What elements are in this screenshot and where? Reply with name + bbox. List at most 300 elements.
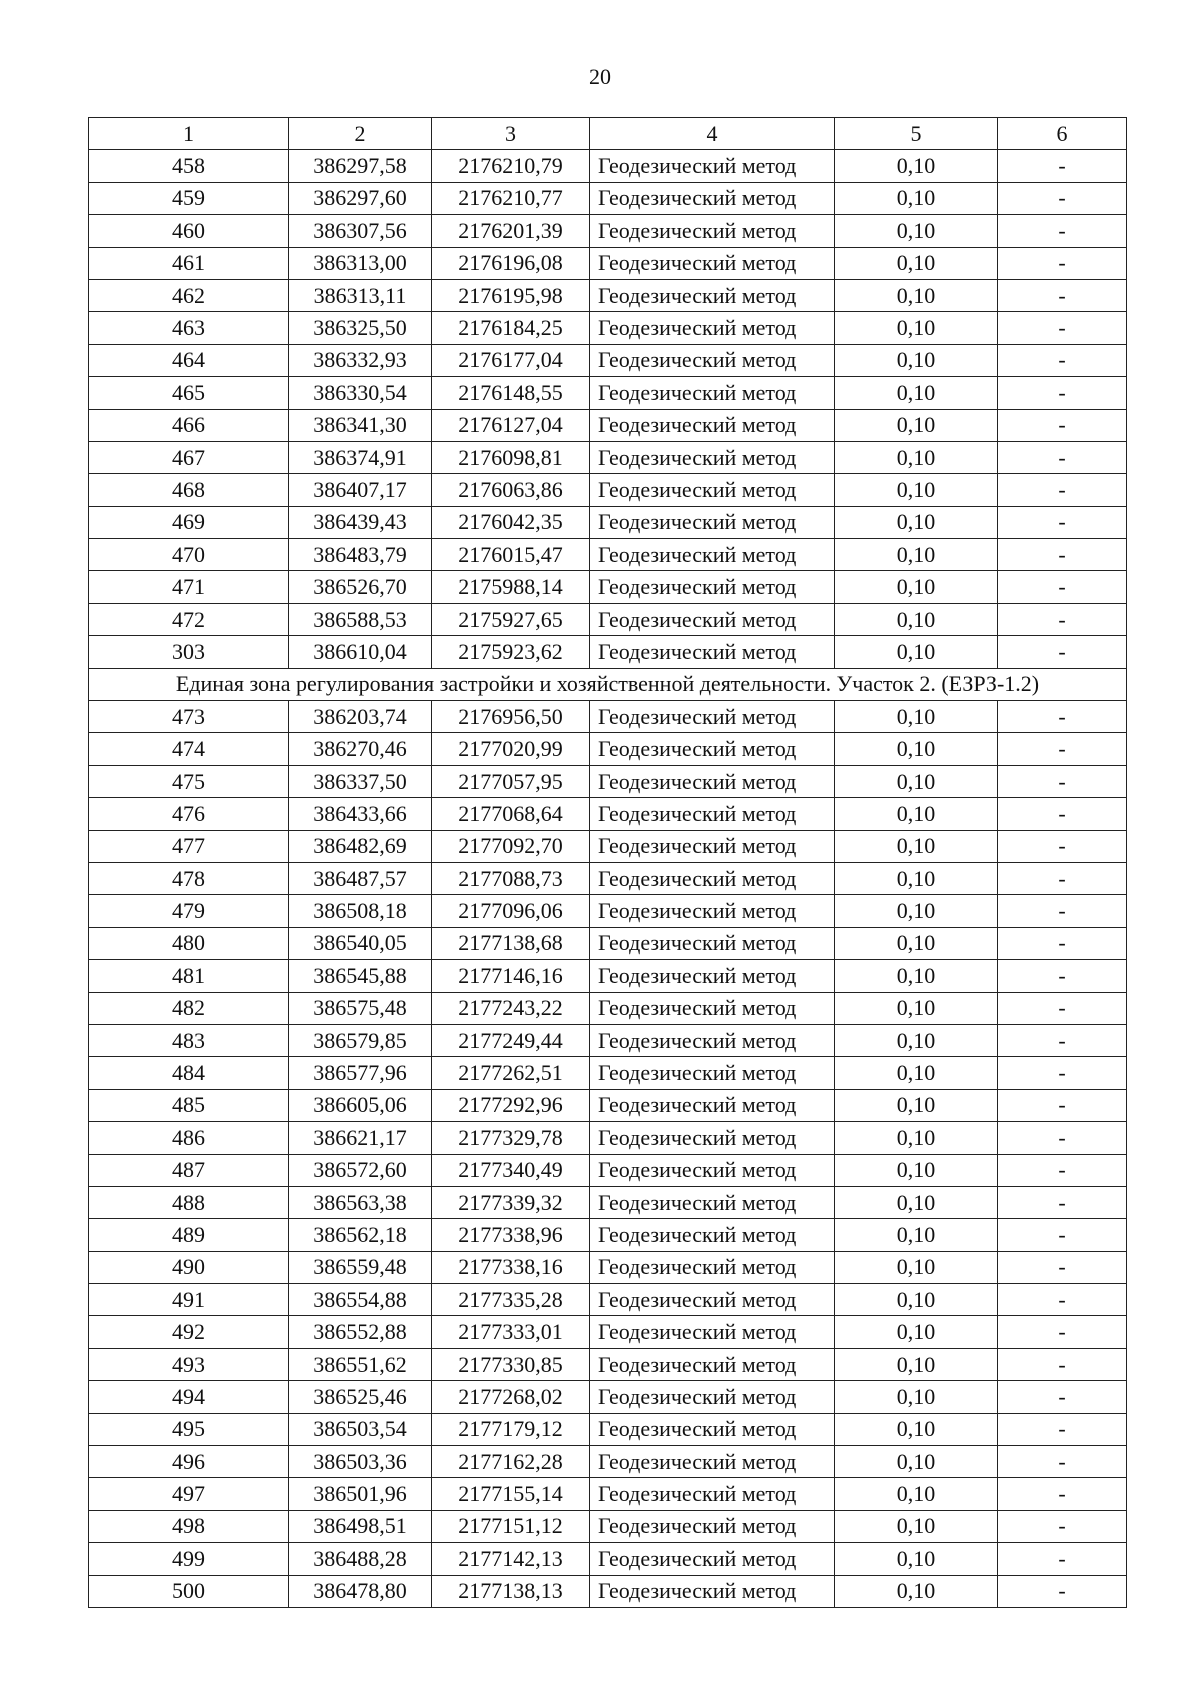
table-row [89,1413,1127,1445]
table-row [89,182,1127,214]
table-row [89,1316,1127,1348]
x-coordinate-cell: 386297,58 [289,150,432,182]
note-cell: - [998,279,1127,311]
table-row [89,1510,1127,1542]
method-cell: Геодезический метод [590,1122,835,1154]
point-number-cell: 483 [89,1024,289,1056]
accuracy-cell: 0,10 [835,830,998,862]
method-cell: Геодезический метод [590,1381,835,1413]
point-number-cell: 477 [89,830,289,862]
y-coordinate-cell: 2177333,01 [432,1316,590,1348]
x-coordinate-cell: 386407,17 [289,474,432,506]
method-cell: Геодезический метод [590,312,835,344]
note-cell: - [998,247,1127,279]
note-cell: - [998,215,1127,247]
x-coordinate-cell: 386332,93 [289,344,432,376]
point-number-cell: 499 [89,1543,289,1575]
table-row [89,1446,1127,1478]
table-row [89,992,1127,1024]
y-coordinate-cell: 2176127,04 [432,409,590,441]
note-cell: - [998,1381,1127,1413]
x-coordinate-cell: 386551,62 [289,1348,432,1380]
x-coordinate-cell: 386588,53 [289,603,432,635]
point-number-cell: 488 [89,1186,289,1218]
note-cell: - [998,733,1127,765]
note-cell: - [998,1251,1127,1283]
table-row [89,279,1127,311]
point-number-cell: 482 [89,992,289,1024]
x-coordinate-cell: 386525,46 [289,1381,432,1413]
y-coordinate-cell: 2177243,22 [432,992,590,1024]
method-cell: Геодезический метод [590,571,835,603]
x-coordinate-cell: 386297,60 [289,182,432,214]
table-row [89,1251,1127,1283]
note-cell: - [998,1446,1127,1478]
accuracy-cell: 0,10 [835,1348,998,1380]
y-coordinate-cell: 2176196,08 [432,247,590,279]
x-coordinate-cell: 386478,80 [289,1575,432,1607]
point-number-cell: 464 [89,344,289,376]
table-row [89,1478,1127,1510]
table-row [89,960,1127,992]
accuracy-cell: 0,10 [835,1478,998,1510]
y-coordinate-cell: 2176063,86 [432,474,590,506]
table-row [89,571,1127,603]
note-cell: - [998,474,1127,506]
table-row [89,636,1127,668]
point-number-cell: 489 [89,1219,289,1251]
accuracy-cell: 0,10 [835,798,998,830]
y-coordinate-cell: 2177138,13 [432,1575,590,1607]
accuracy-cell: 0,10 [835,927,998,959]
note-cell: - [998,1478,1127,1510]
x-coordinate-cell: 386325,50 [289,312,432,344]
point-number-cell: 479 [89,895,289,927]
x-coordinate-cell: 386482,69 [289,830,432,862]
table-row [89,927,1127,959]
table-row [89,312,1127,344]
accuracy-cell: 0,10 [835,1219,998,1251]
header-cell: 6 [998,118,1127,150]
accuracy-cell: 0,10 [835,1510,998,1542]
note-cell: - [998,1219,1127,1251]
point-number-cell: 466 [89,409,289,441]
point-number-cell: 467 [89,441,289,473]
y-coordinate-cell: 2176042,35 [432,506,590,538]
y-coordinate-cell: 2176177,04 [432,344,590,376]
point-number-cell: 469 [89,506,289,538]
y-coordinate-cell: 2177057,95 [432,765,590,797]
note-cell: - [998,1089,1127,1121]
note-cell: - [998,506,1127,538]
point-number-cell: 303 [89,636,289,668]
table-row [89,247,1127,279]
x-coordinate-cell: 386605,06 [289,1089,432,1121]
note-cell: - [998,603,1127,635]
accuracy-cell: 0,10 [835,1089,998,1121]
x-coordinate-cell: 386563,38 [289,1186,432,1218]
note-cell: - [998,1122,1127,1154]
table-row [89,1219,1127,1251]
table-row [89,1057,1127,1089]
y-coordinate-cell: 2177092,70 [432,830,590,862]
accuracy-cell: 0,10 [835,701,998,733]
y-coordinate-cell: 2176210,79 [432,150,590,182]
x-coordinate-cell: 386559,48 [289,1251,432,1283]
x-coordinate-cell: 386562,18 [289,1219,432,1251]
accuracy-cell: 0,10 [835,441,998,473]
y-coordinate-cell: 2176015,47 [432,539,590,571]
point-number-cell: 494 [89,1381,289,1413]
accuracy-cell: 0,10 [835,1154,998,1186]
method-cell: Геодезический метод [590,1478,835,1510]
accuracy-cell: 0,10 [835,377,998,409]
x-coordinate-cell: 386341,30 [289,409,432,441]
note-cell: - [998,1510,1127,1542]
x-coordinate-cell: 386554,88 [289,1284,432,1316]
note-cell: - [998,1186,1127,1218]
accuracy-cell: 0,10 [835,960,998,992]
x-coordinate-cell: 386488,28 [289,1543,432,1575]
y-coordinate-cell: 2176201,39 [432,215,590,247]
table-row [89,215,1127,247]
y-coordinate-cell: 2177088,73 [432,862,590,894]
x-coordinate-cell: 386498,51 [289,1510,432,1542]
point-number-cell: 496 [89,1446,289,1478]
note-cell: - [998,636,1127,668]
y-coordinate-cell: 2176184,25 [432,312,590,344]
header-cell: 2 [289,118,432,150]
table-row [89,1122,1127,1154]
y-coordinate-cell: 2177096,06 [432,895,590,927]
x-coordinate-cell: 386579,85 [289,1024,432,1056]
method-cell: Геодезический метод [590,636,835,668]
table-row [89,603,1127,635]
accuracy-cell: 0,10 [835,636,998,668]
note-cell: - [998,927,1127,959]
y-coordinate-cell: 2177162,28 [432,1446,590,1478]
accuracy-cell: 0,10 [835,182,998,214]
method-cell: Геодезический метод [590,603,835,635]
point-number-cell: 461 [89,247,289,279]
table-row [89,344,1127,376]
accuracy-cell: 0,10 [835,733,998,765]
accuracy-cell: 0,10 [835,765,998,797]
point-number-cell: 462 [89,279,289,311]
method-cell: Геодезический метод [590,1316,835,1348]
note-cell: - [998,1543,1127,1575]
accuracy-cell: 0,10 [835,1381,998,1413]
y-coordinate-cell: 2176210,77 [432,182,590,214]
accuracy-cell: 0,10 [835,279,998,311]
section-title: Единая зона регулирования застройки и хозяйственной деятельности. Участок 2. (ЕЗРЗ-1.2) [89,668,1127,700]
point-number-cell: 484 [89,1057,289,1089]
accuracy-cell: 0,10 [835,895,998,927]
method-cell: Геодезический метод [590,247,835,279]
accuracy-cell: 0,10 [835,1057,998,1089]
table-row [89,733,1127,765]
x-coordinate-cell: 386545,88 [289,960,432,992]
accuracy-cell: 0,10 [835,344,998,376]
y-coordinate-cell: 2177268,02 [432,1381,590,1413]
x-coordinate-cell: 386439,43 [289,506,432,538]
table-row [89,506,1127,538]
header-cell: 3 [432,118,590,150]
y-coordinate-cell: 2177020,99 [432,733,590,765]
method-cell: Геодезический метод [590,992,835,1024]
x-coordinate-cell: 386483,79 [289,539,432,571]
note-cell: - [998,960,1127,992]
method-cell: Геодезический метод [590,182,835,214]
method-cell: Геодезический метод [590,927,835,959]
section-row [89,668,1127,700]
method-cell: Геодезический метод [590,1057,835,1089]
table-row [89,1186,1127,1218]
note-cell: - [998,895,1127,927]
point-number-cell: 497 [89,1478,289,1510]
accuracy-cell: 0,10 [835,1251,998,1283]
note-cell: - [998,862,1127,894]
y-coordinate-cell: 2175923,62 [432,636,590,668]
point-number-cell: 472 [89,603,289,635]
table-row [89,895,1127,927]
point-number-cell: 487 [89,1154,289,1186]
accuracy-cell: 0,10 [835,409,998,441]
note-cell: - [998,312,1127,344]
table-row [89,377,1127,409]
method-cell: Геодезический метод [590,377,835,409]
table-row [89,701,1127,733]
point-number-cell: 458 [89,150,289,182]
header-cell: 1 [89,118,289,150]
y-coordinate-cell: 2177329,78 [432,1122,590,1154]
x-coordinate-cell: 386270,46 [289,733,432,765]
accuracy-cell: 0,10 [835,539,998,571]
x-coordinate-cell: 386330,54 [289,377,432,409]
x-coordinate-cell: 386307,56 [289,215,432,247]
table-row [89,539,1127,571]
accuracy-cell: 0,10 [835,1024,998,1056]
x-coordinate-cell: 386337,50 [289,765,432,797]
method-cell: Геодезический метод [590,960,835,992]
table-row [89,1284,1127,1316]
point-number-cell: 475 [89,765,289,797]
note-cell: - [998,830,1127,862]
table-row [89,1024,1127,1056]
table-row [89,441,1127,473]
y-coordinate-cell: 2176195,98 [432,279,590,311]
accuracy-cell: 0,10 [835,1186,998,1218]
point-number-cell: 491 [89,1284,289,1316]
method-cell: Геодезический метод [590,830,835,862]
y-coordinate-cell: 2177339,32 [432,1186,590,1218]
point-number-cell: 490 [89,1251,289,1283]
y-coordinate-cell: 2176098,81 [432,441,590,473]
point-number-cell: 473 [89,701,289,733]
method-cell: Геодезический метод [590,344,835,376]
method-cell: Геодезический метод [590,1348,835,1380]
note-cell: - [998,1024,1127,1056]
y-coordinate-cell: 2176148,55 [432,377,590,409]
accuracy-cell: 0,10 [835,1543,998,1575]
accuracy-cell: 0,10 [835,247,998,279]
point-number-cell: 495 [89,1413,289,1445]
x-coordinate-cell: 386203,74 [289,701,432,733]
note-cell: - [998,182,1127,214]
y-coordinate-cell: 2175988,14 [432,571,590,603]
note-cell: - [998,701,1127,733]
y-coordinate-cell: 2177179,12 [432,1413,590,1445]
point-number-cell: 492 [89,1316,289,1348]
accuracy-cell: 0,10 [835,603,998,635]
table-row [89,1154,1127,1186]
point-number-cell: 486 [89,1122,289,1154]
accuracy-cell: 0,10 [835,862,998,894]
note-cell: - [998,992,1127,1024]
point-number-cell: 463 [89,312,289,344]
x-coordinate-cell: 386313,00 [289,247,432,279]
accuracy-cell: 0,10 [835,506,998,538]
note-cell: - [998,765,1127,797]
y-coordinate-cell: 2177330,85 [432,1348,590,1380]
x-coordinate-cell: 386501,96 [289,1478,432,1510]
method-cell: Геодезический метод [590,441,835,473]
x-coordinate-cell: 386540,05 [289,927,432,959]
y-coordinate-cell: 2177146,16 [432,960,590,992]
accuracy-cell: 0,10 [835,1122,998,1154]
table-row [89,830,1127,862]
x-coordinate-cell: 386503,36 [289,1446,432,1478]
table-row [89,798,1127,830]
point-number-cell: 459 [89,182,289,214]
note-cell: - [998,798,1127,830]
method-cell: Геодезический метод [590,150,835,182]
x-coordinate-cell: 386508,18 [289,895,432,927]
point-number-cell: 460 [89,215,289,247]
y-coordinate-cell: 2177292,96 [432,1089,590,1121]
table-row [89,1575,1127,1607]
x-coordinate-cell: 386575,48 [289,992,432,1024]
x-coordinate-cell: 386577,96 [289,1057,432,1089]
method-cell: Геодезический метод [590,539,835,571]
y-coordinate-cell: 2177340,49 [432,1154,590,1186]
method-cell: Геодезический метод [590,474,835,506]
method-cell: Геодезический метод [590,1413,835,1445]
method-cell: Геодезический метод [590,862,835,894]
point-number-cell: 500 [89,1575,289,1607]
x-coordinate-cell: 386552,88 [289,1316,432,1348]
method-cell: Геодезический метод [590,895,835,927]
accuracy-cell: 0,10 [835,1316,998,1348]
note-cell: - [998,1284,1127,1316]
x-coordinate-cell: 386374,91 [289,441,432,473]
method-cell: Геодезический метод [590,1219,835,1251]
accuracy-cell: 0,10 [835,571,998,603]
x-coordinate-cell: 386572,60 [289,1154,432,1186]
note-cell: - [998,344,1127,376]
page-number: 20 [589,64,611,89]
point-number-cell: 476 [89,798,289,830]
method-cell: Геодезический метод [590,409,835,441]
point-number-cell: 470 [89,539,289,571]
header-cell: 5 [835,118,998,150]
point-number-cell: 498 [89,1510,289,1542]
y-coordinate-cell: 2177262,51 [432,1057,590,1089]
x-coordinate-cell: 386313,11 [289,279,432,311]
method-cell: Геодезический метод [590,279,835,311]
method-cell: Геодезический метод [590,733,835,765]
note-cell: - [998,1316,1127,1348]
header-cell: 4 [590,118,835,150]
table-row [89,1348,1127,1380]
y-coordinate-cell: 2177335,28 [432,1284,590,1316]
x-coordinate-cell: 386526,70 [289,571,432,603]
method-cell: Геодезический метод [590,1510,835,1542]
accuracy-cell: 0,10 [835,1446,998,1478]
x-coordinate-cell: 386503,54 [289,1413,432,1445]
accuracy-cell: 0,10 [835,215,998,247]
method-cell: Геодезический метод [590,1575,835,1607]
accuracy-cell: 0,10 [835,474,998,506]
y-coordinate-cell: 2177151,12 [432,1510,590,1542]
table-row [89,1543,1127,1575]
note-cell: - [998,1057,1127,1089]
method-cell: Геодезический метод [590,1251,835,1283]
note-cell: - [998,1154,1127,1186]
method-cell: Геодезический метод [590,765,835,797]
note-cell: - [998,1413,1127,1445]
coordinates-table [88,117,1127,1608]
method-cell: Геодезический метод [590,1284,835,1316]
point-number-cell: 471 [89,571,289,603]
x-coordinate-cell: 386621,17 [289,1122,432,1154]
y-coordinate-cell: 2175927,65 [432,603,590,635]
method-cell: Геодезический метод [590,1154,835,1186]
note-cell: - [998,409,1127,441]
coordinates-table-body [89,118,1127,1608]
table-row [89,1089,1127,1121]
accuracy-cell: 0,10 [835,1284,998,1316]
table-row [89,409,1127,441]
accuracy-cell: 0,10 [835,1413,998,1445]
note-cell: - [998,539,1127,571]
note-cell: - [998,441,1127,473]
y-coordinate-cell: 2177249,44 [432,1024,590,1056]
table-row [89,765,1127,797]
note-cell: - [998,571,1127,603]
method-cell: Геодезический метод [590,1186,835,1218]
accuracy-cell: 0,10 [835,150,998,182]
accuracy-cell: 0,10 [835,312,998,344]
method-cell: Геодезический метод [590,506,835,538]
y-coordinate-cell: 2177142,13 [432,1543,590,1575]
point-number-cell: 481 [89,960,289,992]
note-cell: - [998,377,1127,409]
point-number-cell: 465 [89,377,289,409]
point-number-cell: 480 [89,927,289,959]
point-number-cell: 493 [89,1348,289,1380]
method-cell: Геодезический метод [590,798,835,830]
header-row [89,118,1127,150]
y-coordinate-cell: 2177138,68 [432,927,590,959]
point-number-cell: 485 [89,1089,289,1121]
method-cell: Геодезический метод [590,215,835,247]
method-cell: Геодезический метод [590,701,835,733]
x-coordinate-cell: 386487,57 [289,862,432,894]
point-number-cell: 474 [89,733,289,765]
note-cell: - [998,150,1127,182]
point-number-cell: 468 [89,474,289,506]
